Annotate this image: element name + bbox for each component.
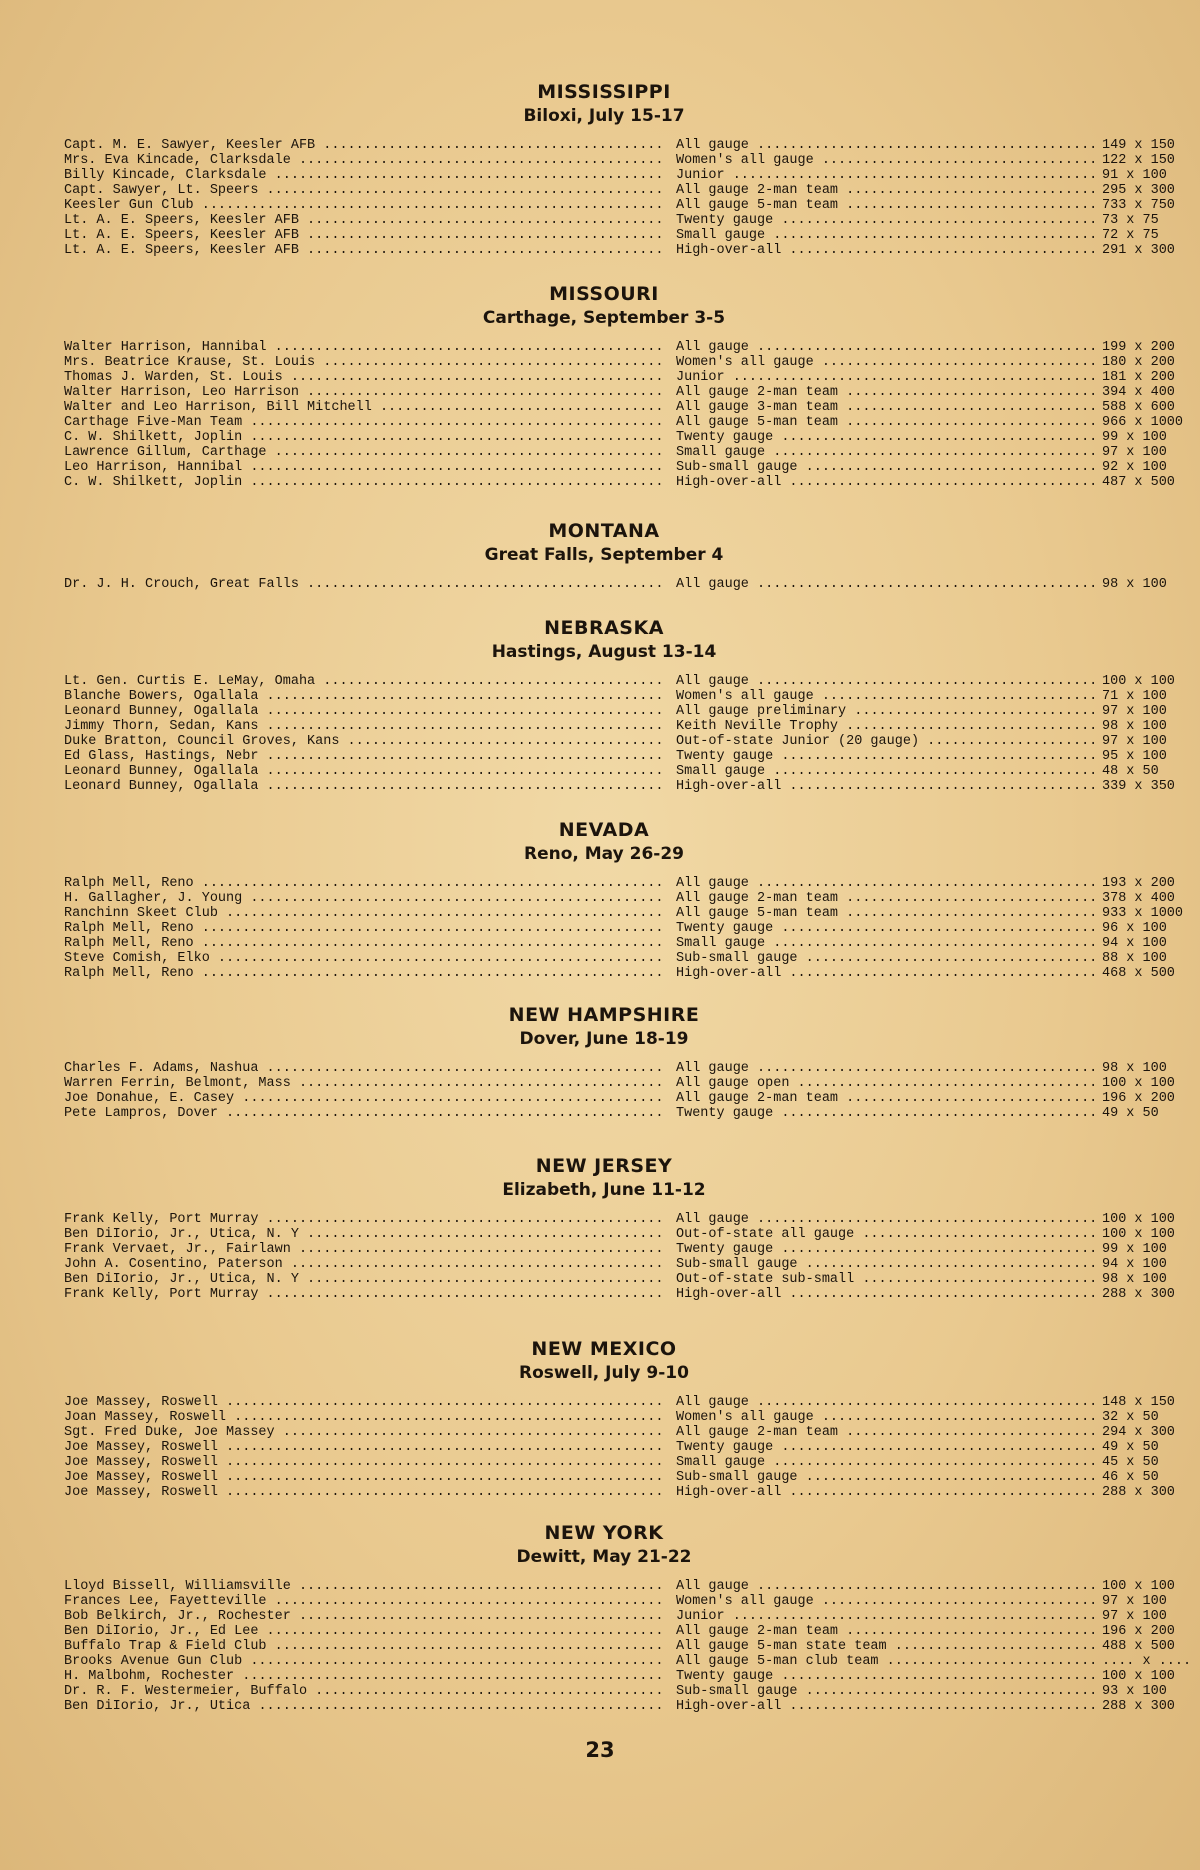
state-heading: NEW YORK bbox=[544, 1522, 664, 1544]
score: 199 x 200 bbox=[1102, 340, 1175, 355]
state-section bbox=[64, 282, 1184, 490]
winner-name: Frances Lee, Fayetteville ..... bbox=[64, 1594, 666, 1609]
event-name: High-over-all ..... bbox=[676, 243, 1096, 258]
state-section bbox=[64, 616, 1175, 794]
winner-name: Pete Lampros, Dover ..... bbox=[64, 1106, 666, 1121]
event-heading: Carthage, September 3-5 bbox=[482, 308, 726, 328]
event-name: Twenty gauge ..... bbox=[676, 921, 1096, 936]
score: 933 x 1000 bbox=[1102, 906, 1184, 921]
score: 97 x 100 bbox=[1102, 1609, 1167, 1624]
winner-name: Blanche Bowers, Ogallala ..... bbox=[64, 689, 666, 704]
winner-name: Frank Vervaet, Jr., Fairlawn ..... bbox=[64, 1242, 666, 1257]
winner-name: C. W. Shilkett, Joplin ..... bbox=[64, 475, 666, 490]
score: 72 x 75 bbox=[1102, 228, 1159, 243]
result-row bbox=[64, 1242, 1167, 1257]
result-row bbox=[64, 385, 1175, 400]
result-row bbox=[64, 1410, 1159, 1425]
result-row bbox=[64, 734, 1167, 749]
winner-name: Steve Comish, Elko ..... bbox=[64, 951, 666, 966]
result-row bbox=[64, 764, 1159, 779]
result-row bbox=[64, 921, 1167, 936]
event-heading: Reno, May 26-29 bbox=[523, 844, 684, 864]
result-row bbox=[64, 475, 1175, 490]
result-row bbox=[64, 966, 1175, 981]
result-row bbox=[64, 1061, 1167, 1076]
score: 98 x 100 bbox=[1102, 719, 1167, 734]
event-name: High-over-all ..... bbox=[676, 1287, 1096, 1302]
result-row bbox=[64, 1699, 1175, 1714]
event-name: Women's all gauge ..... bbox=[676, 1594, 1096, 1609]
score: 98 x 100 bbox=[1102, 577, 1167, 592]
event-name: Small gauge ..... bbox=[676, 1455, 1096, 1470]
result-row bbox=[64, 445, 1167, 460]
score: 288 x 300 bbox=[1102, 1485, 1175, 1500]
event-name: All gauge ..... bbox=[676, 1212, 1096, 1227]
event-name: Junior ..... bbox=[676, 1609, 1096, 1624]
winner-name: Ralph Mell, Reno ..... bbox=[64, 876, 666, 891]
score: 46 x 50 bbox=[1102, 1470, 1159, 1485]
result-row bbox=[64, 891, 1175, 906]
event-name: All gauge 3-man team ..... bbox=[676, 400, 1096, 415]
event-name: Small gauge ..... bbox=[676, 228, 1096, 243]
winner-name: Lt. Gen. Curtis E. LeMay, Omaha ..... bbox=[64, 674, 666, 689]
event-name: All gauge preliminary ..... bbox=[676, 704, 1096, 719]
score: 71 x 100 bbox=[1102, 689, 1167, 704]
score: 339 x 350 bbox=[1102, 779, 1175, 794]
result-row bbox=[64, 243, 1175, 258]
score: 100 x 100 bbox=[1102, 1076, 1175, 1091]
winner-name: Ed Glass, Hastings, Nebr ..... bbox=[64, 749, 666, 764]
result-row bbox=[64, 1227, 1175, 1242]
result-row bbox=[64, 674, 1175, 689]
score: 100 x 100 bbox=[1102, 1579, 1175, 1594]
result-row bbox=[64, 1624, 1175, 1639]
score: 99 x 100 bbox=[1102, 1242, 1167, 1257]
winner-name: Lloyd Bissell, Williamsville ..... bbox=[64, 1579, 666, 1594]
state-section bbox=[64, 1337, 1175, 1500]
winner-name: Joe Massey, Roswell ..... bbox=[64, 1440, 666, 1455]
event-name: Out-of-state Junior (20 gauge) ..... bbox=[676, 734, 1096, 749]
result-row bbox=[64, 198, 1175, 213]
score: 49 x 50 bbox=[1102, 1440, 1159, 1455]
score: 97 x 100 bbox=[1102, 1594, 1167, 1609]
state-section bbox=[64, 1154, 1175, 1302]
winner-name: Joan Massey, Roswell ..... bbox=[64, 1410, 666, 1425]
score: 122 x 150 bbox=[1102, 153, 1175, 168]
result-row bbox=[64, 1470, 1159, 1485]
score: 97 x 100 bbox=[1102, 734, 1167, 749]
winner-name: Lawrence Gillum, Carthage ..... bbox=[64, 445, 666, 460]
score: 294 x 300 bbox=[1102, 1425, 1175, 1440]
result-row bbox=[64, 1287, 1175, 1302]
score: 88 x 100 bbox=[1102, 951, 1167, 966]
result-row bbox=[64, 719, 1167, 734]
score: 148 x 150 bbox=[1102, 1395, 1175, 1410]
winner-name: Mrs. Beatrice Krause, St. Louis ..... bbox=[64, 355, 666, 370]
result-row bbox=[64, 1654, 1192, 1669]
event-name: High-over-all ..... bbox=[676, 966, 1096, 981]
winner-name: Capt. Sawyer, Lt. Speers ..... bbox=[64, 183, 666, 198]
score: 468 x 500 bbox=[1102, 966, 1175, 981]
event-name: Keith Neville Trophy ..... bbox=[676, 719, 1096, 734]
result-row bbox=[64, 370, 1175, 385]
state-heading: NEW HAMPSHIRE bbox=[508, 1004, 700, 1026]
winner-name: H. Malbohm, Rochester ..... bbox=[64, 1669, 666, 1684]
result-row bbox=[64, 749, 1167, 764]
event-name: High-over-all ..... bbox=[676, 1485, 1096, 1500]
winner-name: Jimmy Thorn, Sedan, Kans ..... bbox=[64, 719, 666, 734]
score: 488 x 500 bbox=[1102, 1639, 1175, 1654]
score: 733 x 750 bbox=[1102, 198, 1175, 213]
score: 196 x 200 bbox=[1102, 1624, 1175, 1639]
winner-name: Frank Kelly, Port Murray ..... bbox=[64, 1287, 666, 1302]
score: 487 x 500 bbox=[1102, 475, 1175, 490]
winner-name: Leonard Bunney, Ogallala ..... bbox=[64, 704, 666, 719]
result-row bbox=[64, 577, 1167, 592]
score: 149 x 150 bbox=[1102, 138, 1175, 153]
event-name: High-over-all ..... bbox=[676, 779, 1096, 794]
winner-name: Joe Massey, Roswell ..... bbox=[64, 1470, 666, 1485]
winner-name: Walter and Leo Harrison, Bill Mitchell ..... bbox=[64, 400, 666, 415]
winner-name: Keesler Gun Club ..... bbox=[64, 198, 666, 213]
result-row bbox=[64, 1106, 1159, 1121]
winner-name: H. Gallagher, J. Young ..... bbox=[64, 891, 666, 906]
event-name: All gauge ..... bbox=[676, 138, 1096, 153]
result-row bbox=[64, 138, 1175, 153]
winner-name: Warren Ferrin, Belmont, Mass ..... bbox=[64, 1076, 666, 1091]
event-name: High-over-all ..... bbox=[676, 1699, 1096, 1714]
winner-name: Joe Massey, Roswell ..... bbox=[64, 1395, 666, 1410]
event-name: Out-of-state sub-small ..... bbox=[676, 1272, 1096, 1287]
result-row bbox=[64, 168, 1167, 183]
result-row bbox=[64, 460, 1167, 475]
event-name: All gauge open ..... bbox=[676, 1076, 1096, 1091]
event-name: Sub-small gauge ..... bbox=[676, 460, 1096, 475]
event-name: Women's all gauge ..... bbox=[676, 355, 1096, 370]
result-row bbox=[64, 1579, 1175, 1594]
event-name: All gauge 5-man team ..... bbox=[676, 906, 1096, 921]
winner-name: Joe Massey, Roswell ..... bbox=[64, 1455, 666, 1470]
score: 100 x 100 bbox=[1102, 1212, 1175, 1227]
score: 193 x 200 bbox=[1102, 876, 1175, 891]
event-name: All gauge 5-man club team ..... bbox=[676, 1654, 1096, 1669]
result-row bbox=[64, 704, 1167, 719]
state-section bbox=[64, 519, 1167, 592]
winner-name: Joe Massey, Roswell ..... bbox=[64, 1485, 666, 1500]
winner-name: Buffalo Trap & Field Club ..... bbox=[64, 1639, 666, 1654]
winner-name: Thomas J. Warden, St. Louis ..... bbox=[64, 370, 666, 385]
score: 288 x 300 bbox=[1102, 1287, 1175, 1302]
result-row bbox=[64, 876, 1175, 891]
result-row bbox=[64, 1669, 1175, 1684]
event-name: All gauge ..... bbox=[676, 1579, 1096, 1594]
result-row bbox=[64, 1440, 1159, 1455]
result-row bbox=[64, 1272, 1167, 1287]
score: 32 x 50 bbox=[1102, 1410, 1159, 1425]
score: 99 x 100 bbox=[1102, 430, 1167, 445]
result-row bbox=[64, 1455, 1159, 1470]
winner-name: Dr. J. H. Crouch, Great Falls ..... bbox=[64, 577, 666, 592]
score: 96 x 100 bbox=[1102, 921, 1167, 936]
event-name: All gauge 2-man team ..... bbox=[676, 1425, 1096, 1440]
score: 91 x 100 bbox=[1102, 168, 1167, 183]
state-heading: MONTANA bbox=[548, 520, 660, 542]
result-row bbox=[64, 1076, 1175, 1091]
winner-name: John A. Cosentino, Paterson ..... bbox=[64, 1257, 666, 1272]
winner-name: Duke Bratton, Council Groves, Kans ..... bbox=[64, 734, 666, 749]
event-name: Women's all gauge ..... bbox=[676, 1410, 1096, 1425]
event-name: All gauge ..... bbox=[676, 1395, 1096, 1410]
winner-name: Sgt. Fred Duke, Joe Massey ..... bbox=[64, 1425, 666, 1440]
state-section bbox=[64, 1521, 1192, 1714]
state-heading: MISSOURI bbox=[549, 283, 659, 305]
event-name: Women's all gauge ..... bbox=[676, 153, 1096, 168]
event-name: Twenty gauge ..... bbox=[676, 213, 1096, 228]
score: 291 x 300 bbox=[1102, 243, 1175, 258]
winner-name: Leonard Bunney, Ogallala ..... bbox=[64, 779, 666, 794]
event-name: All gauge 2-man team ..... bbox=[676, 1091, 1096, 1106]
winner-name: Ben DiIorio, Jr., Utica ..... bbox=[64, 1699, 666, 1714]
event-name: All gauge 2-man team ..... bbox=[676, 891, 1096, 906]
score: 98 x 100 bbox=[1102, 1272, 1167, 1287]
event-heading: Hastings, August 13-14 bbox=[491, 642, 717, 662]
result-row bbox=[64, 1212, 1175, 1227]
result-row bbox=[64, 340, 1175, 355]
score: 100 x 100 bbox=[1102, 1669, 1175, 1684]
winner-name: Leo Harrison, Hannibal ..... bbox=[64, 460, 666, 475]
score: 378 x 400 bbox=[1102, 891, 1175, 906]
score: 98 x 100 bbox=[1102, 1061, 1167, 1076]
winner-name: Leonard Bunney, Ogallala ..... bbox=[64, 764, 666, 779]
event-name: High-over-all ..... bbox=[676, 475, 1096, 490]
event-name: All gauge 5-man state team ..... bbox=[676, 1639, 1096, 1654]
score: 394 x 400 bbox=[1102, 385, 1175, 400]
winner-name: Ben DiIorio, Jr., Utica, N. Y ..... bbox=[64, 1272, 666, 1287]
winner-name: Joe Donahue, E. Casey ..... bbox=[64, 1091, 666, 1106]
event-name: Small gauge ..... bbox=[676, 445, 1096, 460]
result-row bbox=[64, 1684, 1167, 1699]
event-name: Women's all gauge ..... bbox=[676, 689, 1096, 704]
event-name: All gauge 2-man team ..... bbox=[676, 1624, 1096, 1639]
event-name: Twenty gauge ..... bbox=[676, 1440, 1096, 1455]
result-row bbox=[64, 689, 1167, 704]
result-row bbox=[64, 936, 1167, 951]
event-name: All gauge 5-man team ..... bbox=[676, 415, 1096, 430]
event-name: All gauge ..... bbox=[676, 674, 1096, 689]
state-heading: MISSISSIPPI bbox=[537, 81, 671, 103]
score: 97 x 100 bbox=[1102, 704, 1167, 719]
winner-name: Ralph Mell, Reno ..... bbox=[64, 966, 666, 981]
event-heading: Elizabeth, June 11-12 bbox=[502, 1180, 706, 1200]
event-name: All gauge 5-man team ..... bbox=[676, 198, 1096, 213]
result-row bbox=[64, 906, 1184, 921]
event-heading: Dover, June 18-19 bbox=[519, 1029, 689, 1049]
result-row bbox=[64, 1395, 1175, 1410]
score: 94 x 100 bbox=[1102, 1257, 1167, 1272]
result-row bbox=[64, 355, 1175, 370]
winner-name: Mrs. Eva Kincade, Clarksdale ..... bbox=[64, 153, 666, 168]
winner-name: Walter Harrison, Hannibal ..... bbox=[64, 340, 666, 355]
score: 966 x 1000 bbox=[1102, 415, 1184, 430]
winner-name: Lt. A. E. Speers, Keesler AFB ..... bbox=[64, 243, 666, 258]
result-row bbox=[64, 1425, 1175, 1440]
winner-name: C. W. Shilkett, Joplin ..... bbox=[64, 430, 666, 445]
event-heading: Dewitt, May 21-22 bbox=[516, 1547, 692, 1567]
result-row bbox=[64, 951, 1167, 966]
score: 100 x 100 bbox=[1102, 1227, 1175, 1242]
event-heading: Roswell, July 9-10 bbox=[519, 1363, 689, 1383]
event-name: Small gauge ..... bbox=[676, 764, 1096, 779]
winner-name: Bob Belkirch, Jr., Rochester ..... bbox=[64, 1609, 666, 1624]
result-row bbox=[64, 1594, 1167, 1609]
state-heading: NEBRASKA bbox=[544, 617, 664, 639]
score: 49 x 50 bbox=[1102, 1106, 1159, 1121]
score: 100 x 100 bbox=[1102, 674, 1175, 689]
result-row bbox=[64, 1485, 1175, 1500]
event-name: Sub-small gauge ..... bbox=[676, 1470, 1096, 1485]
score: 73 x 75 bbox=[1102, 213, 1159, 228]
score: 181 x 200 bbox=[1102, 370, 1175, 385]
result-row bbox=[64, 228, 1159, 243]
event-name: All gauge 2-man team ..... bbox=[676, 385, 1096, 400]
score: 95 x 100 bbox=[1102, 749, 1167, 764]
score: 93 x 100 bbox=[1102, 1684, 1167, 1699]
score: 97 x 100 bbox=[1102, 445, 1167, 460]
winner-name: Ben DiIorio, Jr., Utica, N. Y ..... bbox=[64, 1227, 666, 1242]
result-row bbox=[64, 430, 1167, 445]
event-name: Out-of-state all gauge ..... bbox=[676, 1227, 1096, 1242]
result-row bbox=[64, 1091, 1175, 1106]
event-heading: Biloxi, July 15-17 bbox=[523, 106, 685, 126]
event-name: Twenty gauge ..... bbox=[676, 1106, 1096, 1121]
score: 196 x 200 bbox=[1102, 1091, 1175, 1106]
winner-name: Walter Harrison, Leo Harrison ..... bbox=[64, 385, 666, 400]
winner-name: Ben DiIorio, Jr., Ed Lee ..... bbox=[64, 1624, 666, 1639]
event-name: Sub-small gauge ..... bbox=[676, 1257, 1096, 1272]
winner-name: Carthage Five-Man Team ..... bbox=[64, 415, 666, 430]
winner-name: Capt. M. E. Sawyer, Keesler AFB ..... bbox=[64, 138, 666, 153]
score: 288 x 300 bbox=[1102, 1699, 1175, 1714]
winner-name: Lt. A. E. Speers, Keesler AFB ..... bbox=[64, 228, 666, 243]
result-row bbox=[64, 1609, 1167, 1624]
event-name: Sub-small gauge ..... bbox=[676, 951, 1096, 966]
winner-name: Lt. A. E. Speers, Keesler AFB ..... bbox=[64, 213, 666, 228]
winner-name: Dr. R. F. Westermeier, Buffalo ..... bbox=[64, 1684, 666, 1699]
state-section bbox=[64, 1003, 1175, 1121]
event-name: All gauge ..... bbox=[676, 577, 1096, 592]
result-row bbox=[64, 213, 1159, 228]
event-name: Junior ..... bbox=[676, 370, 1096, 385]
result-row bbox=[64, 153, 1175, 168]
state-heading: NEVADA bbox=[558, 819, 650, 841]
event-heading: Great Falls, September 4 bbox=[484, 545, 724, 565]
winner-name: Billy Kincade, Clarksdale ..... bbox=[64, 168, 666, 183]
event-name: All gauge 2-man team ..... bbox=[676, 183, 1096, 198]
event-name: Small gauge ..... bbox=[676, 936, 1096, 951]
result-row bbox=[64, 1639, 1175, 1654]
event-name: Junior ..... bbox=[676, 168, 1096, 183]
state-heading: NEW JERSEY bbox=[535, 1155, 673, 1177]
state-heading: NEW MEXICO bbox=[531, 1338, 677, 1360]
event-name: All gauge ..... bbox=[676, 876, 1096, 891]
score: 588 x 600 bbox=[1102, 400, 1175, 415]
result-row bbox=[64, 400, 1175, 415]
result-row bbox=[64, 183, 1175, 198]
result-row bbox=[64, 1257, 1167, 1272]
event-name: Twenty gauge ..... bbox=[676, 749, 1096, 764]
score: 45 x 50 bbox=[1102, 1455, 1159, 1470]
score: 92 x 100 bbox=[1102, 460, 1167, 475]
page-number: 23 bbox=[585, 1738, 615, 1762]
score: 94 x 100 bbox=[1102, 936, 1167, 951]
event-name: Twenty gauge ..... bbox=[676, 1669, 1096, 1684]
winner-name: Ralph Mell, Reno ..... bbox=[64, 936, 666, 951]
score: 295 x 300 bbox=[1102, 183, 1175, 198]
winner-name: Brooks Avenue Gun Club ..... bbox=[64, 1654, 666, 1669]
winner-name: Ralph Mell, Reno ..... bbox=[64, 921, 666, 936]
score: 48 x 50 bbox=[1102, 764, 1159, 779]
winner-name: Ranchinn Skeet Club ..... bbox=[64, 906, 666, 921]
event-name: All gauge ..... bbox=[676, 340, 1096, 355]
result-row bbox=[64, 415, 1184, 430]
winner-name: Frank Kelly, Port Murray ..... bbox=[64, 1212, 666, 1227]
event-name: Twenty gauge ..... bbox=[676, 430, 1096, 445]
winner-name: Charles F. Adams, Nashua ..... bbox=[64, 1061, 666, 1076]
score: 180 x 200 bbox=[1102, 355, 1175, 370]
result-row bbox=[64, 779, 1175, 794]
event-name: Sub-small gauge ..... bbox=[676, 1684, 1096, 1699]
score: .... x .... bbox=[1102, 1654, 1192, 1669]
event-name: Twenty gauge ..... bbox=[676, 1242, 1096, 1257]
state-section bbox=[64, 818, 1184, 981]
state-section bbox=[64, 80, 1175, 258]
event-name: All gauge ..... bbox=[676, 1061, 1096, 1076]
